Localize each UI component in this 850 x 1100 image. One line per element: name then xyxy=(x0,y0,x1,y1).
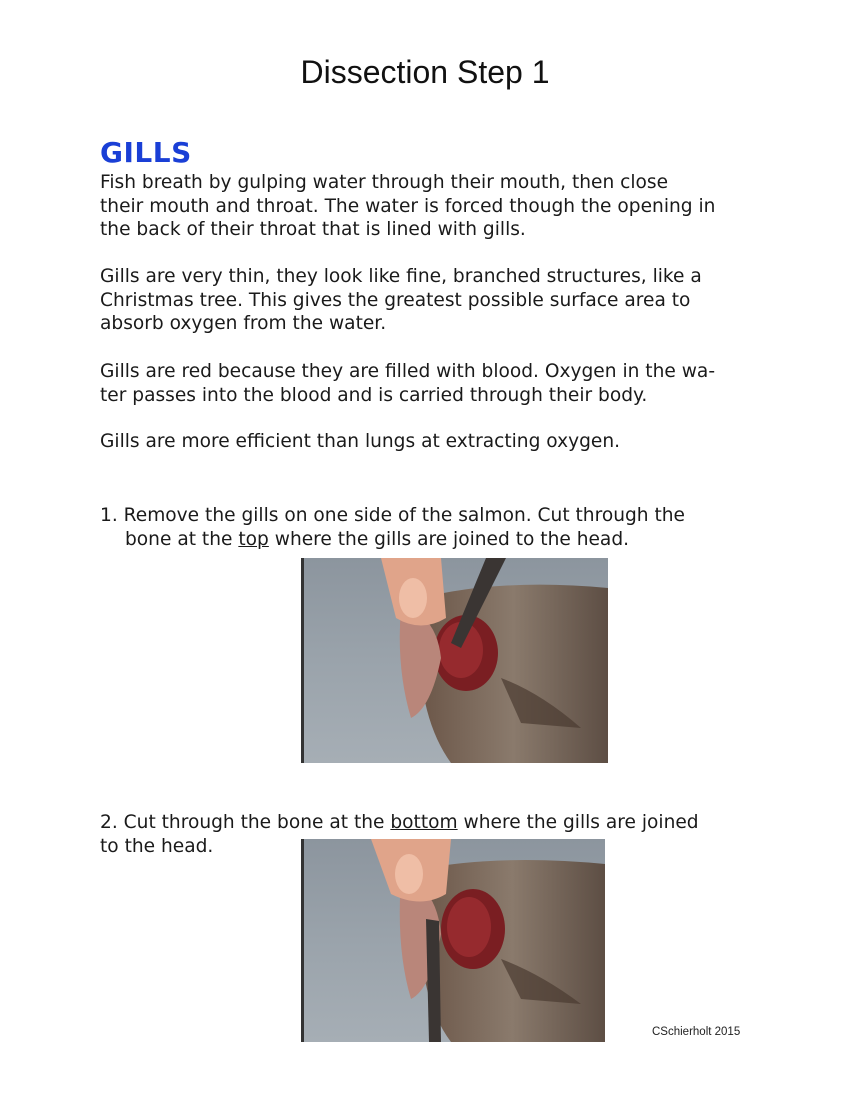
paragraph-structure xyxy=(100,265,760,336)
text-line: Fish breath by gulping water through their mouth, then close xyxy=(100,172,669,193)
text-line: the back of their throat that is lined with gills. xyxy=(100,219,526,240)
step-2-line-2: to the head. xyxy=(100,835,214,857)
copyright-credit: CSchierholt 2015 xyxy=(652,1026,741,1038)
paragraph-blood xyxy=(100,360,760,407)
step-text: where the gills are joined xyxy=(457,812,699,833)
salmon-gill-photo-illustration xyxy=(301,839,605,1042)
step-1-line-2 xyxy=(100,528,760,552)
step-text: where the gills are joined to the head. xyxy=(268,528,630,550)
step-1-instruction xyxy=(100,504,760,551)
text-line: Gills are very thin, they look like fine, branched structures, like a xyxy=(100,266,702,287)
text-line: their mouth and throat. The water is forced though the opening in xyxy=(100,195,716,217)
salmon-gill-photo-illustration xyxy=(301,558,608,763)
text-line: Christmas tree. This gives the greatest possible surface area to xyxy=(100,289,691,311)
text-line: ter passes into the blood and is carried through their body. xyxy=(100,384,648,406)
paragraph-efficiency xyxy=(100,430,760,454)
step-number: 2. xyxy=(100,812,118,833)
underlined-word-top: top xyxy=(238,528,269,550)
text-line: absorb oxygen from the water. xyxy=(100,313,387,334)
step-text: bone at the xyxy=(125,528,239,550)
section-heading-gills: GILLS xyxy=(100,136,192,169)
text-line: Gills are red because they are filled with blood. Oxygen in the wa- xyxy=(100,361,716,382)
paragraph-breathing xyxy=(100,171,760,242)
step-text: Cut through the bone at the xyxy=(123,812,391,833)
page-title: Dissection Step 1 xyxy=(300,54,550,90)
step-1-line-1 xyxy=(100,504,760,528)
step-number: 1. xyxy=(100,505,118,526)
step-2-line-1 xyxy=(100,811,760,835)
step-1-photo xyxy=(301,558,608,763)
underlined-word-bottom: bottom xyxy=(390,812,458,833)
step-text: Remove the gills on one side of the salmon. Cut through the xyxy=(123,505,685,526)
step-2-photo xyxy=(301,839,605,1042)
text-line: Gills are more efficient than lungs at extracting oxygen. xyxy=(100,431,621,452)
